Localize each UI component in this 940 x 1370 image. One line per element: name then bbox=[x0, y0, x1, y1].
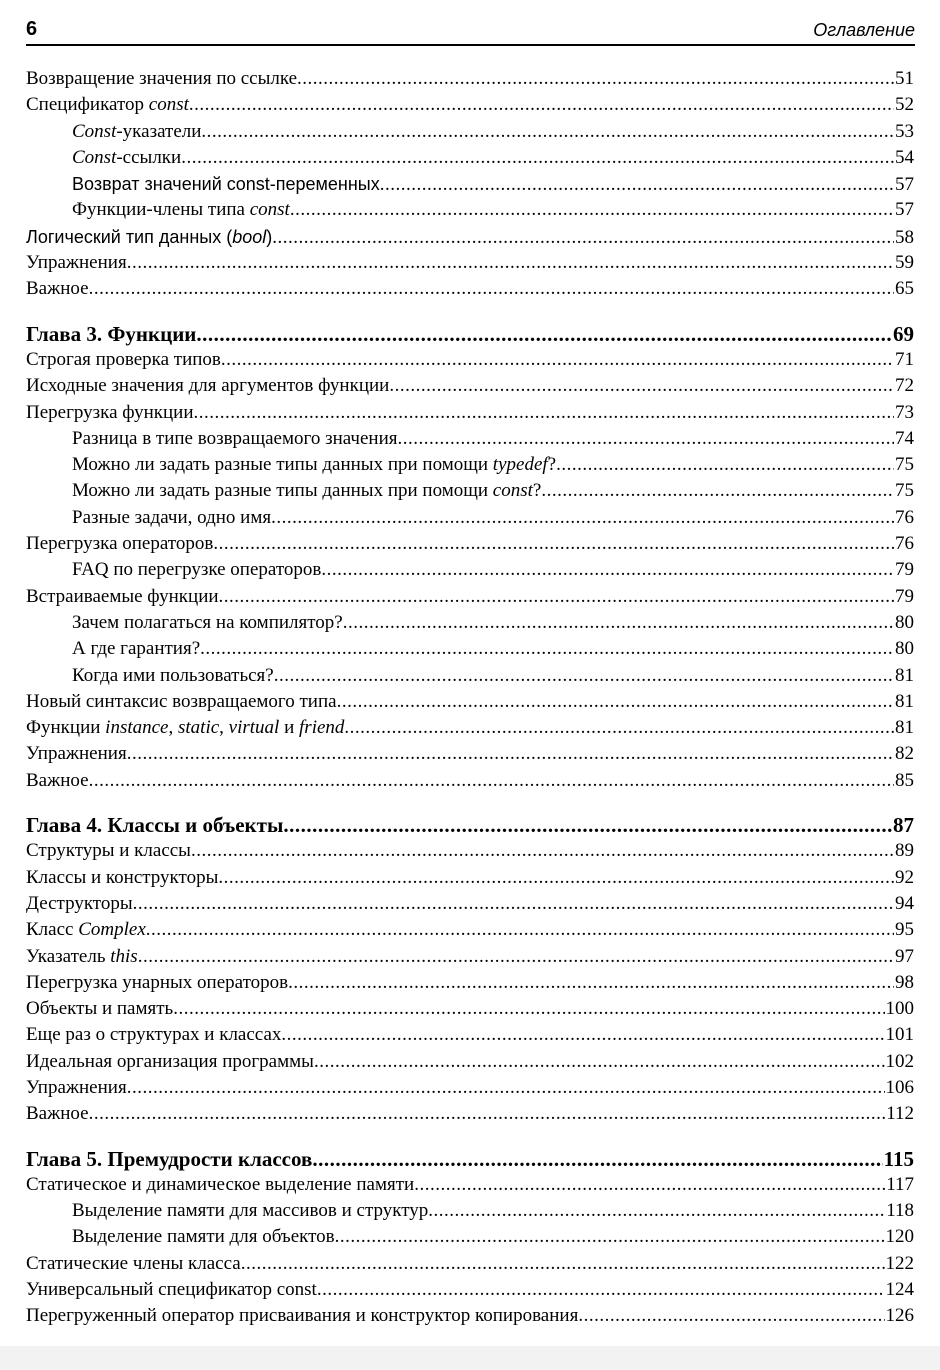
title-fragment: Глава 3. Функции bbox=[26, 321, 197, 346]
toc-entry-title bbox=[26, 865, 218, 891]
dot-leader bbox=[398, 426, 895, 452]
dot-leader bbox=[181, 145, 894, 171]
title-fragment: Спецификатор bbox=[26, 94, 149, 116]
toc-page-number: 122 bbox=[885, 1252, 914, 1274]
toc-page-number: 126 bbox=[885, 1305, 914, 1327]
title-fragment: Указатель bbox=[26, 945, 111, 967]
toc-page-number: 53 bbox=[895, 120, 914, 142]
toc-entry-title bbox=[26, 400, 194, 426]
dot-leader bbox=[146, 917, 894, 943]
toc-page-number: 57 bbox=[895, 174, 914, 196]
toc-page-number: 79 bbox=[895, 585, 914, 607]
title-fragment: Разные задачи, одно имя bbox=[72, 506, 272, 528]
toc-section-entry[interactable] bbox=[26, 400, 914, 426]
dot-leader bbox=[343, 610, 894, 636]
toc-subsection-entry[interactable] bbox=[26, 197, 914, 223]
toc-subsection-entry[interactable] bbox=[26, 636, 914, 662]
toc-entry-title bbox=[26, 1146, 312, 1172]
toc-subsection-entry[interactable] bbox=[26, 557, 914, 583]
toc-page-number: 95 bbox=[895, 919, 914, 941]
dot-leader bbox=[380, 172, 894, 198]
title-fragment: Упражнения bbox=[26, 1076, 127, 1098]
title-fragment: -указатели bbox=[116, 120, 202, 142]
title-fragment: и bbox=[279, 717, 300, 739]
toc-section-entry[interactable] bbox=[26, 1251, 914, 1277]
toc-page-number: 85 bbox=[895, 769, 914, 791]
title-italic-fragment: virtual bbox=[228, 717, 280, 739]
toc-section-entry[interactable] bbox=[26, 584, 914, 610]
toc-subsection-entry[interactable] bbox=[26, 610, 914, 636]
dot-leader bbox=[389, 373, 894, 399]
toc-page-number: 54 bbox=[895, 146, 914, 168]
title-fragment: -ссылки bbox=[116, 146, 182, 168]
toc-entry-title bbox=[26, 1172, 414, 1198]
toc-page-number: 71 bbox=[895, 348, 914, 370]
dot-leader bbox=[414, 1172, 885, 1198]
toc-page-number: 81 bbox=[895, 690, 914, 712]
toc-entry-title bbox=[26, 917, 146, 943]
toc-page-number: 69 bbox=[893, 321, 914, 346]
title-fragment: Возврат значений const-переменных bbox=[72, 174, 380, 195]
toc-page-number: 52 bbox=[895, 94, 914, 116]
title-fragment: Статическое и динамическое выделение памяти bbox=[26, 1173, 415, 1195]
title-fragment: ) bbox=[266, 226, 273, 247]
toc-page-number: 58 bbox=[895, 226, 914, 248]
toc-page-number: 81 bbox=[895, 717, 914, 739]
title-italic-fragment: Complex bbox=[78, 919, 146, 941]
toc-entry-title bbox=[26, 838, 191, 864]
title-italic-fragment: typedef bbox=[492, 454, 548, 476]
toc-entry-title bbox=[26, 321, 196, 347]
title-fragment: Классы и конструкторы bbox=[26, 866, 219, 888]
toc-subsection-entry[interactable] bbox=[26, 171, 914, 197]
dot-leader bbox=[189, 92, 894, 118]
title-fragment: Строгая проверка типов bbox=[26, 348, 221, 370]
page-header bbox=[26, 14, 915, 46]
dot-leader bbox=[213, 531, 894, 557]
dot-leader bbox=[578, 1303, 884, 1329]
toc-section-entry[interactable] bbox=[26, 1049, 914, 1075]
toc-subsection-entry[interactable] bbox=[26, 426, 914, 452]
toc-page-number: 57 bbox=[895, 199, 914, 221]
title-fragment: Класс bbox=[26, 919, 79, 941]
toc-entry-title bbox=[72, 663, 274, 689]
dot-leader bbox=[127, 250, 894, 276]
toc-page-number: 74 bbox=[895, 427, 914, 449]
title-fragment: Встраиваемые функции bbox=[26, 585, 219, 607]
dot-leader bbox=[556, 452, 894, 478]
toc-entry-title bbox=[72, 1224, 335, 1250]
toc-section-entry[interactable] bbox=[26, 996, 914, 1022]
toc-section-entry[interactable] bbox=[26, 531, 914, 557]
toc-section-entry[interactable] bbox=[26, 944, 914, 970]
toc-entry-title bbox=[72, 426, 398, 452]
dot-leader bbox=[274, 663, 894, 689]
title-fragment: Упражнения bbox=[26, 252, 127, 274]
dot-leader bbox=[89, 1101, 886, 1127]
title-italic-fragment: const bbox=[492, 480, 533, 502]
title-fragment: ? bbox=[547, 454, 557, 476]
title-fragment: Статические члены класса bbox=[26, 1252, 241, 1274]
title-fragment: Глава 5. Премудрости классов bbox=[26, 1146, 313, 1171]
toc-subsection-entry[interactable] bbox=[26, 478, 914, 504]
dot-leader bbox=[241, 1251, 885, 1277]
dot-leader bbox=[288, 970, 894, 996]
toc-section-entry[interactable] bbox=[26, 838, 914, 864]
dot-leader bbox=[344, 715, 894, 741]
dot-leader bbox=[127, 741, 894, 767]
toc-page-number: 75 bbox=[895, 454, 914, 476]
toc-page-number: 102 bbox=[885, 1050, 914, 1072]
toc-subsection-entry[interactable] bbox=[26, 452, 914, 478]
chapter-spacer bbox=[26, 303, 914, 321]
toc-page-number: 76 bbox=[895, 533, 914, 555]
title-fragment: Структуры и классы bbox=[26, 840, 191, 862]
title-fragment: Важное bbox=[26, 1103, 89, 1125]
toc-entry-title bbox=[26, 66, 297, 92]
toc-entry-title bbox=[26, 1101, 89, 1127]
title-fragment: Логический тип данных ( bbox=[26, 226, 233, 247]
dot-leader bbox=[297, 66, 894, 92]
toc-entry-title bbox=[26, 347, 221, 373]
toc-section-entry[interactable] bbox=[26, 865, 914, 891]
toc-page-number: 124 bbox=[885, 1279, 914, 1301]
toc-entry-title bbox=[72, 1198, 428, 1224]
toc-page-number: 76 bbox=[895, 506, 914, 528]
toc-entry-title bbox=[26, 1075, 127, 1101]
title-fragment: Возвращение значения по ссылке bbox=[26, 68, 298, 89]
dot-leader bbox=[221, 347, 894, 373]
toc-section-entry[interactable] bbox=[26, 741, 914, 767]
toc-section-entry[interactable] bbox=[26, 224, 914, 250]
toc-page-number: 80 bbox=[895, 638, 914, 660]
title-italic-fragment: static bbox=[178, 717, 220, 739]
toc-page-number: 106 bbox=[885, 1076, 914, 1098]
toc-page-number: 80 bbox=[895, 611, 914, 633]
toc-section-entry[interactable] bbox=[26, 92, 914, 118]
toc-entry-title bbox=[26, 531, 213, 557]
chapter-spacer bbox=[26, 794, 914, 812]
title-fragment: ? bbox=[532, 480, 542, 502]
dot-leader bbox=[89, 768, 894, 794]
dot-leader bbox=[290, 197, 894, 223]
toc-entry-title bbox=[26, 92, 189, 118]
toc-section-entry[interactable] bbox=[26, 250, 914, 276]
toc-entry-title bbox=[72, 145, 181, 171]
toc-page-number: 101 bbox=[885, 1024, 914, 1046]
toc-subsection-entry[interactable] bbox=[26, 1198, 914, 1224]
toc-page-number: 87 bbox=[893, 813, 914, 838]
toc-entry-title bbox=[72, 610, 343, 636]
dot-leader bbox=[218, 865, 894, 891]
toc-subsection-entry[interactable] bbox=[26, 119, 914, 145]
toc-section-entry[interactable] bbox=[26, 1172, 914, 1198]
page-number: 6 bbox=[26, 18, 38, 40]
dot-leader bbox=[335, 1224, 885, 1250]
title-fragment: Перегрузка функции bbox=[26, 401, 194, 423]
toc-section-entry[interactable] bbox=[26, 1075, 914, 1101]
title-fragment: Выделение памяти для объектов bbox=[72, 1226, 335, 1248]
title-fragment: Выделение памяти для массивов и структур bbox=[72, 1200, 429, 1222]
toc-page-number: 118 bbox=[886, 1200, 914, 1222]
toc-entry-title bbox=[26, 812, 283, 838]
toc-entry-title bbox=[26, 715, 344, 741]
title-fragment: Можно ли задать разные типы данных при помощи bbox=[72, 480, 493, 502]
toc-page-number: 73 bbox=[895, 401, 914, 423]
title-fragment: FAQ по перегрузке операторов bbox=[72, 559, 322, 581]
toc-section-entry[interactable] bbox=[26, 970, 914, 996]
title-italic-fragment: const bbox=[148, 94, 189, 116]
chapter-spacer bbox=[26, 1128, 914, 1146]
toc-subsection-entry[interactable] bbox=[26, 663, 914, 689]
toc-subsection-entry[interactable] bbox=[26, 1224, 914, 1250]
toc-page-number: 81 bbox=[895, 664, 914, 686]
toc-section-entry[interactable] bbox=[26, 891, 914, 917]
toc-page-number: 97 bbox=[895, 945, 914, 967]
toc-page-number: 75 bbox=[895, 480, 914, 502]
toc-page-number: 92 bbox=[895, 866, 914, 888]
toc-subsection-entry[interactable] bbox=[26, 145, 914, 171]
toc-page-number: 117 bbox=[886, 1173, 914, 1195]
toc-section-entry[interactable] bbox=[26, 689, 914, 715]
toc-entry-title bbox=[72, 478, 541, 504]
toc-chapter-entry[interactable] bbox=[26, 812, 914, 838]
toc-page-number: 79 bbox=[895, 559, 914, 581]
toc-section-entry[interactable] bbox=[26, 1303, 914, 1329]
dot-leader bbox=[428, 1198, 885, 1224]
toc-section-entry[interactable] bbox=[26, 66, 914, 92]
toc-entry-title bbox=[72, 505, 271, 531]
toc-entry-title bbox=[72, 197, 290, 223]
title-fragment: Идеальная организация программы bbox=[26, 1050, 314, 1072]
title-italic-fragment: Const bbox=[72, 120, 117, 142]
dot-leader bbox=[314, 1049, 885, 1075]
toc-page-number: 82 bbox=[895, 743, 914, 765]
table-of-contents bbox=[26, 66, 914, 1330]
running-title: Оглавление bbox=[813, 20, 915, 40]
toc-section-entry[interactable] bbox=[26, 1022, 914, 1048]
dot-leader bbox=[201, 119, 894, 145]
dot-leader bbox=[200, 636, 894, 662]
dot-leader bbox=[138, 944, 894, 970]
title-fragment: Упражнения bbox=[26, 743, 127, 765]
toc-entry-title bbox=[26, 1303, 578, 1329]
toc-entry-title bbox=[26, 970, 288, 996]
title-fragment: Еще раз о структурах и классах bbox=[26, 1024, 282, 1046]
dot-leader bbox=[196, 321, 892, 347]
dot-leader bbox=[317, 1277, 885, 1303]
dot-leader bbox=[281, 1022, 884, 1048]
toc-section-entry[interactable] bbox=[26, 347, 914, 373]
dot-leader bbox=[541, 478, 894, 504]
toc-entry-title bbox=[26, 1049, 314, 1075]
title-italic-fragment: friend bbox=[299, 717, 345, 739]
page-bottom-edge bbox=[0, 1346, 940, 1370]
title-fragment: Перегрузка унарных операторов bbox=[26, 971, 289, 993]
toc-page-number: 112 bbox=[886, 1103, 914, 1125]
title-fragment: Деструкторы bbox=[26, 892, 133, 914]
title-fragment: Разница в типе возвращаемого значения bbox=[72, 427, 398, 449]
title-italic-fragment: instance bbox=[105, 717, 169, 739]
toc-subsection-entry[interactable] bbox=[26, 505, 914, 531]
title-fragment: Объекты и память bbox=[26, 998, 174, 1020]
title-fragment: Важное bbox=[26, 769, 89, 791]
toc-section-entry[interactable] bbox=[26, 768, 914, 794]
toc-page-number: 59 bbox=[895, 252, 914, 274]
toc-chapter-entry[interactable] bbox=[26, 321, 914, 347]
toc-entry-title bbox=[72, 452, 556, 478]
toc-entry-title bbox=[26, 250, 127, 276]
toc-page-number: 98 bbox=[895, 971, 914, 993]
toc-entry-title bbox=[26, 224, 272, 250]
title-fragment: Когда ими пользоваться? bbox=[72, 664, 274, 686]
title-fragment: Функции-члены типа bbox=[72, 199, 250, 221]
dot-leader bbox=[272, 225, 894, 251]
toc-section-entry[interactable] bbox=[26, 917, 914, 943]
title-fragment: Важное bbox=[26, 278, 89, 300]
dot-leader bbox=[337, 689, 894, 715]
toc-entry-title bbox=[26, 1277, 317, 1303]
title-fragment: Перегрузка операторов bbox=[26, 533, 214, 555]
title-fragment: , bbox=[219, 717, 229, 739]
toc-section-entry[interactable] bbox=[26, 715, 914, 741]
title-italic-fragment: Const bbox=[72, 146, 117, 168]
toc-page-number: 51 bbox=[895, 68, 914, 89]
toc-entry-title bbox=[26, 584, 219, 610]
toc-section-entry[interactable] bbox=[26, 1101, 914, 1127]
toc-section-entry[interactable] bbox=[26, 373, 914, 399]
toc-entry-title bbox=[26, 373, 389, 399]
toc-entry-title bbox=[72, 171, 380, 197]
toc-entry-title bbox=[26, 689, 337, 715]
title-fragment: Зачем полагаться на компилятор? bbox=[72, 611, 343, 633]
title-italic-fragment: const bbox=[249, 199, 290, 221]
toc-page-number: 115 bbox=[883, 1146, 914, 1171]
dot-leader bbox=[283, 812, 892, 838]
toc-entry-title bbox=[26, 1251, 241, 1277]
toc-page-number: 65 bbox=[895, 278, 914, 300]
dot-leader bbox=[219, 584, 894, 610]
toc-entry-title bbox=[26, 276, 89, 302]
dot-leader bbox=[127, 1075, 885, 1101]
title-fragment: Новый синтаксис возвращаемого типа bbox=[26, 690, 337, 712]
title-italic-fragment: bool bbox=[232, 226, 267, 247]
toc-page-number: 100 bbox=[885, 998, 914, 1020]
toc-entry-title bbox=[72, 557, 321, 583]
title-fragment: Исходные значения для аргументов функции bbox=[26, 375, 390, 397]
dot-leader bbox=[133, 891, 894, 917]
toc-section-entry[interactable] bbox=[26, 1277, 914, 1303]
dot-leader bbox=[321, 557, 894, 583]
toc-page-number: 72 bbox=[895, 375, 914, 397]
title-italic-fragment: this bbox=[110, 945, 138, 967]
dot-leader bbox=[194, 400, 894, 426]
title-fragment: Глава 4. Классы и объекты bbox=[26, 813, 284, 838]
toc-page-number: 89 bbox=[895, 840, 914, 862]
title-fragment: А где гарантия? bbox=[72, 638, 201, 660]
dot-leader bbox=[312, 1146, 882, 1172]
toc-entry-title bbox=[26, 891, 133, 917]
toc-section-entry[interactable] bbox=[26, 276, 914, 302]
title-fragment: Перегруженный оператор присваивания и конструктор копирования bbox=[26, 1305, 579, 1327]
toc-entry-title bbox=[72, 119, 201, 145]
toc-page-number: 94 bbox=[895, 892, 914, 914]
toc-entry-title bbox=[26, 996, 173, 1022]
toc-entry-title bbox=[26, 768, 89, 794]
toc-entry-title bbox=[26, 944, 138, 970]
toc-entry-title bbox=[72, 636, 200, 662]
title-fragment: , bbox=[168, 717, 178, 739]
dot-leader bbox=[173, 996, 884, 1022]
toc-entry-title bbox=[26, 1022, 281, 1048]
title-fragment: Универсальный спецификатор const bbox=[26, 1279, 317, 1301]
dot-leader bbox=[271, 505, 894, 531]
title-fragment: Можно ли задать разные типы данных при помощи bbox=[72, 454, 493, 476]
title-fragment: Функции bbox=[26, 717, 106, 739]
toc-chapter-entry[interactable] bbox=[26, 1146, 914, 1172]
dot-leader bbox=[191, 838, 894, 864]
toc-entry-title bbox=[26, 741, 127, 767]
toc-page-number: 120 bbox=[885, 1226, 914, 1248]
dot-leader bbox=[89, 276, 894, 302]
